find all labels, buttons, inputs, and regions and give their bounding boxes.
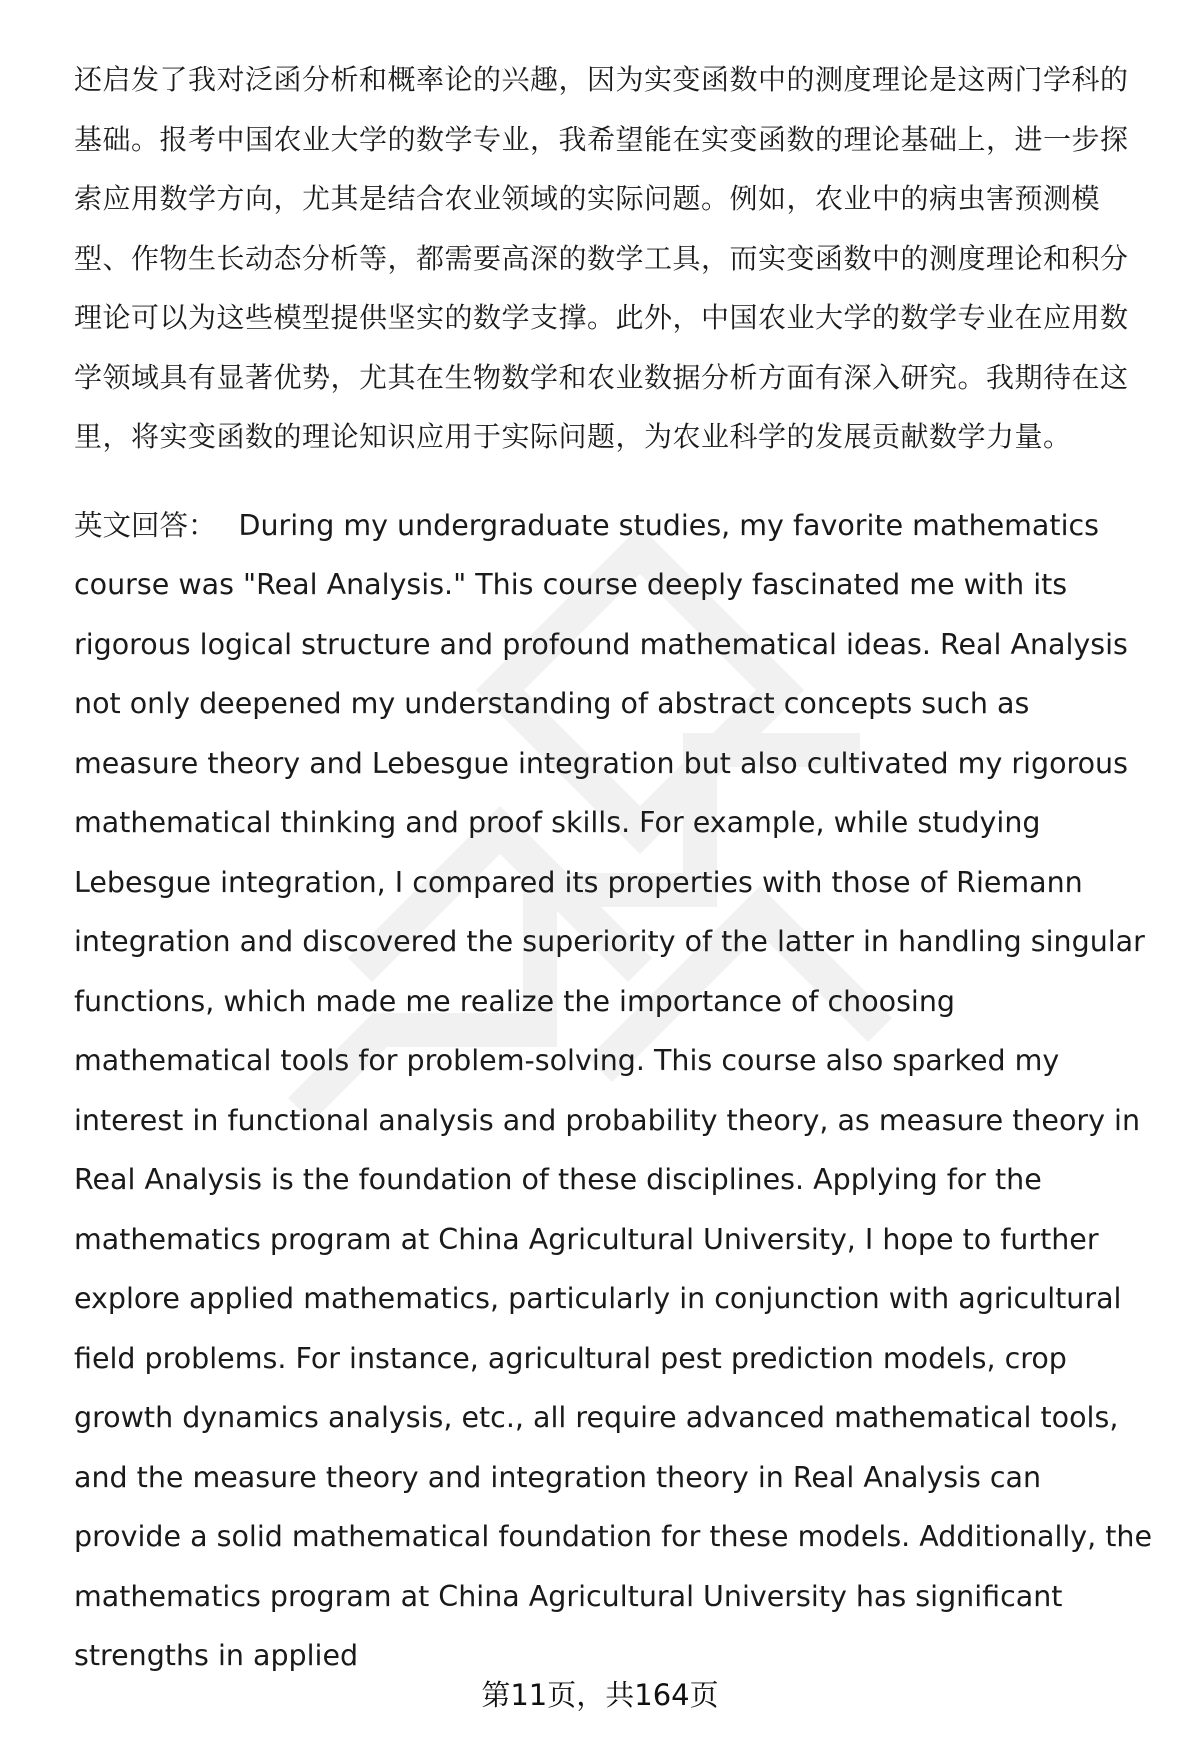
- chinese-paragraph: 还启发了我对泛函分析和概率论的兴趣，因为实变函数中的测度理论是这两门学科的基础。报考中国农业大学的数学专业，我希望能在实变函数的理论基础上，进一步探索应用数学方向，尤其是结合农业领域的实际问题。例如，农业中的病虫害预测模型、作物生长动态分析等，都需要高深的数学工具，而实变函数中的测度理论和积分理论可以为这些模型提供坚实的数学支撑。此外，中国农业大学的数学专业在应用数学领域具有显著优势，尤其在生物数学和农业数据分析方面有深入研究。我期待在这里，将实变函数的理论知识应用于实际问题，为农业科学的发展贡献数学力量。: [74, 63, 1129, 453]
- page-number-footer: 第11页，共164页: [481, 1678, 719, 1712]
- document-page: [74, 50, 1154, 1686]
- english-answer-text: During my undergraduate studies, my favorite mathematics course was "Real Analysis." This course deeply fascinated me with its rigorous logical structure and profound mathematical ideas. Real Analysis not only deepened my understanding of abstract concepts such as measure theory and Lebesgue integration but also cultivated my rigorous mathematical thinking and proof skills. For example, while studying Lebesgue integration, I compared its properties with those of Riemann integration and discovered the superiority of the latter in handling singular functions, which made me realize the importance of choosing mathematical tools for problem-solving. This course also sparked my interest in functional analysis and probability theory, as measure theory in Real Analysis is the foundation of these disciplines. Applying for the mathematics program at China Agricultural University, I hope to further explore applied mathematics, particularly in conjunction with agricultural field problems. For instance, agricultural pest prediction models, crop growth dynamics analysis, etc., all require advanced mathematical tools, and the measure theory and integration theory in Real Analysis can provide a solid mathematical foundation for these models. Additionally, the mathematics program at China Agricultural University has significant strengths in applied: [74, 508, 1153, 1672]
- english-answer-label: 英文回答：: [74, 508, 217, 542]
- english-answer-paragraph: [74, 496, 1154, 1686]
